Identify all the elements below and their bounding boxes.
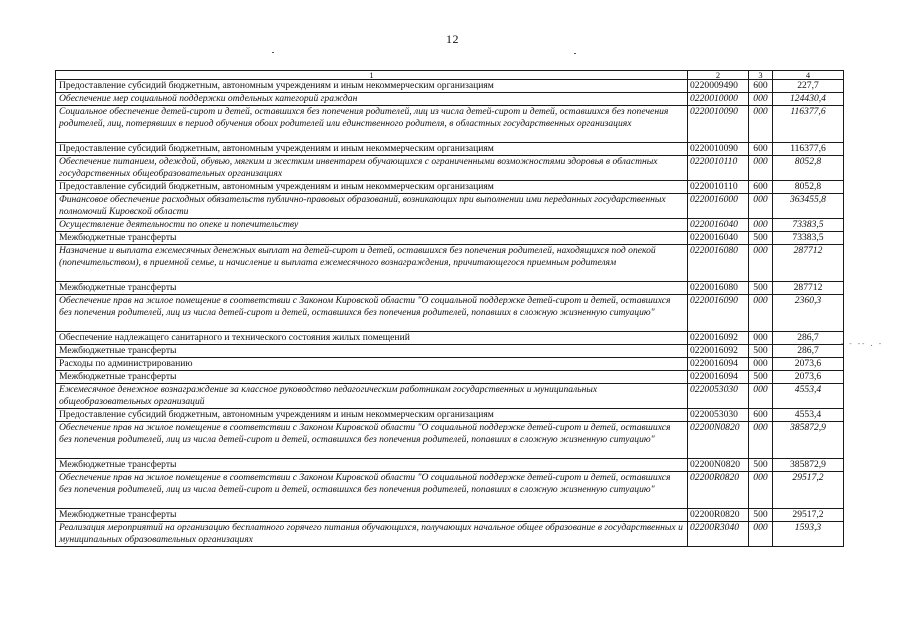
table-row bbox=[56, 232, 844, 245]
table-row bbox=[56, 143, 844, 156]
row-description: Обеспечение прав на жилое помещение в соответствии с Законом Кировской области "О социальной поддержке детей-сирот и детей, оставшихся без попечения родителей, лиц из числа детей-сирот и детей, оставшихся без попечения родителей, попавших в сложную жизненную ситуацию" bbox=[56, 422, 688, 459]
row-description: Предоставление субсидий бюджетным, автономным учреждениям и иным некоммерческим организациям bbox=[56, 409, 688, 422]
row-expense-type: 600 bbox=[749, 181, 773, 194]
row-expense-type: 500 bbox=[749, 459, 773, 472]
table-row bbox=[56, 371, 844, 384]
table-row bbox=[56, 472, 844, 509]
row-amount: 363455,8 bbox=[773, 194, 844, 219]
row-expense-type: 000 bbox=[749, 522, 773, 547]
row-code: 0220053030 bbox=[688, 384, 749, 409]
row-code: 0220010090 bbox=[688, 106, 749, 143]
row-code: 0220010110 bbox=[688, 181, 749, 194]
row-expense-type: 000 bbox=[749, 106, 773, 143]
row-description: Межбюджетные трансферты bbox=[56, 509, 688, 522]
row-code: 0220016040 bbox=[688, 232, 749, 245]
page-number: 12 bbox=[446, 32, 459, 46]
row-amount: 29517,2 bbox=[773, 472, 844, 509]
row-code: 0220016080 bbox=[688, 245, 749, 282]
row-description: Назначение и выплата ежемесячных денежных выплат на детей-сирот и детей, оставшихся без попечения родителей, находящихся под опекой (попечительством), в приемной семье, и начисление и выплата ежемесячного вознаграждения, причитающегося приемным родителям bbox=[56, 245, 688, 282]
row-amount: 4553,4 bbox=[773, 409, 844, 422]
row-expense-type: 600 bbox=[749, 80, 773, 93]
row-description: Межбюджетные трансферты bbox=[56, 232, 688, 245]
table-row bbox=[56, 181, 844, 194]
table-row bbox=[56, 156, 844, 181]
row-code: 0220016040 bbox=[688, 219, 749, 232]
table-row bbox=[56, 219, 844, 232]
row-amount: 2360,3 bbox=[773, 295, 844, 332]
row-expense-type: 000 bbox=[749, 219, 773, 232]
row-description: Ежемесячное денежное вознаграждение за классное руководство педагогическим работникам государственных и муниципальных общеобразовательных организаций bbox=[56, 384, 688, 409]
row-amount: 73383,5 bbox=[773, 232, 844, 245]
budget-table bbox=[55, 70, 844, 547]
row-amount: 287712 bbox=[773, 282, 844, 295]
row-code: 0220053030 bbox=[688, 409, 749, 422]
table-row bbox=[56, 422, 844, 459]
row-code: 0220010090 bbox=[688, 143, 749, 156]
row-code: 0220009490 bbox=[688, 80, 749, 93]
row-code: 02200R3040 bbox=[688, 522, 749, 547]
row-amount: 2073,6 bbox=[773, 371, 844, 384]
row-description: Обеспечение мер социальной поддержки отдельных категорий граждан bbox=[56, 93, 688, 106]
row-expense-type: 000 bbox=[749, 93, 773, 106]
row-amount: 73383,5 bbox=[773, 219, 844, 232]
row-description: Реализация мероприятий на организацию бесплатного горячего питания обучающихся, получающих начальное общее образование в государственных и муниципальных образовательных организациях bbox=[56, 522, 688, 547]
table-row bbox=[56, 282, 844, 295]
row-description: Социальное обеспечение детей-сирот и детей, оставшихся без попечения родителей, лиц из числа детей-сирот и детей, оставшихся без попечения родителей, лиц, потерявших в период обучения обоих родителей или единственного родителя, в областных государственных организациях bbox=[56, 106, 688, 143]
row-expense-type: 500 bbox=[749, 232, 773, 245]
row-description: Межбюджетные трансферты bbox=[56, 282, 688, 295]
row-description: Обеспечение прав на жилое помещение в соответствии с Законом Кировской области "О социальной поддержке детей-сирот и детей, оставшихся без попечения родителей, лиц из числа детей-сирот и детей, оставшихся без попечения родителей, попавших в сложную жизненную ситуацию" bbox=[56, 295, 688, 332]
row-expense-type: 000 bbox=[749, 358, 773, 371]
row-description: Предоставление субсидий бюджетным, автономным учреждениям и иным некоммерческим организациям bbox=[56, 181, 688, 194]
table-row bbox=[56, 332, 844, 345]
row-description: Обеспечение питанием, одеждой, обувью, мягким и жестким инвентарем обучающихся с ограниченными возможностями здоровья в областных государственных общеобразовательных организациях bbox=[56, 156, 688, 181]
row-amount: 286,7 bbox=[773, 332, 844, 345]
table-row bbox=[56, 93, 844, 106]
row-code: 02200R0820 bbox=[688, 472, 749, 509]
row-expense-type: 600 bbox=[749, 409, 773, 422]
row-amount: 227,7 bbox=[773, 80, 844, 93]
row-amount: 1593,3 bbox=[773, 522, 844, 547]
row-amount: 29517,2 bbox=[773, 509, 844, 522]
row-code: 0220016094 bbox=[688, 371, 749, 384]
table-row bbox=[56, 194, 844, 219]
row-description: Межбюджетные трансферты bbox=[56, 371, 688, 384]
table-row bbox=[56, 80, 844, 93]
header-cell-2: 2 bbox=[688, 71, 749, 80]
header-row bbox=[56, 71, 844, 80]
table-row bbox=[56, 384, 844, 409]
row-expense-type: 000 bbox=[749, 156, 773, 181]
row-description: Предоставление субсидий бюджетным, автономным учреждениям и иным некоммерческим организациям bbox=[56, 80, 688, 93]
row-amount: 385872,9 bbox=[773, 459, 844, 472]
row-description: Финансовое обеспечение расходных обязательств публично-правовых образований, возникающих при выполнении ими переданных государственных полномочий Кировской области bbox=[56, 194, 688, 219]
row-code: 02200N0820 bbox=[688, 422, 749, 459]
row-description: Предоставление субсидий бюджетным, автономным учреждениям и иным некоммерческим организациям bbox=[56, 143, 688, 156]
row-amount: 287712 bbox=[773, 245, 844, 282]
row-expense-type: 000 bbox=[749, 245, 773, 282]
row-amount: 116377,6 bbox=[773, 143, 844, 156]
row-expense-type: 600 bbox=[749, 143, 773, 156]
table-row bbox=[56, 459, 844, 472]
scan-speck bbox=[272, 52, 274, 53]
row-amount: 8052,8 bbox=[773, 156, 844, 181]
table-row bbox=[56, 509, 844, 522]
row-code: 0220016092 bbox=[688, 332, 749, 345]
scan-speck bbox=[574, 53, 576, 54]
row-description: Расходы по администрированию bbox=[56, 358, 688, 371]
table-row bbox=[56, 522, 844, 547]
row-expense-type: 000 bbox=[749, 194, 773, 219]
table-row bbox=[56, 345, 844, 358]
row-amount: 385872,9 bbox=[773, 422, 844, 459]
row-description: Обеспечение надлежащего санитарного и технического состояния жилых помещений bbox=[56, 332, 688, 345]
row-expense-type: 000 bbox=[749, 295, 773, 332]
row-expense-type: 000 bbox=[749, 332, 773, 345]
row-code: 02200N0820 bbox=[688, 459, 749, 472]
row-expense-type: 000 bbox=[749, 384, 773, 409]
table-row bbox=[56, 358, 844, 371]
table-row bbox=[56, 245, 844, 282]
row-code: 0220016094 bbox=[688, 358, 749, 371]
row-expense-type: 500 bbox=[749, 509, 773, 522]
row-code: 0220016090 bbox=[688, 295, 749, 332]
row-amount: 124430,4 bbox=[773, 93, 844, 106]
row-amount: 8052,8 bbox=[773, 181, 844, 194]
row-expense-type: 500 bbox=[749, 282, 773, 295]
header-cell-3: 3 bbox=[749, 71, 773, 80]
header-cell-1: 1 bbox=[56, 71, 688, 80]
row-code: 0220010000 bbox=[688, 93, 749, 106]
row-description: Обеспечение прав на жилое помещение в соответствии с Законом Кировской области "О социальной поддержке детей-сирот и детей, оставшихся без попечения родителей, лиц из числа детей-сирот и детей, оставшихся без попечения родителей, попавших в сложную жизненную ситуацию" bbox=[56, 472, 688, 509]
header-cell-4: 4 bbox=[773, 71, 844, 80]
row-expense-type: 000 bbox=[749, 422, 773, 459]
row-expense-type: 000 bbox=[749, 472, 773, 509]
row-expense-type: 500 bbox=[749, 345, 773, 358]
row-description: Осуществление деятельности по опеке и попечительству bbox=[56, 219, 688, 232]
row-description: Межбюджетные трансферты bbox=[56, 345, 688, 358]
row-code: 02200R0820 bbox=[688, 509, 749, 522]
row-description: Межбюджетные трансферты bbox=[56, 459, 688, 472]
row-code: 0220016000 bbox=[688, 194, 749, 219]
table-row bbox=[56, 106, 844, 143]
table-row bbox=[56, 409, 844, 422]
row-code: 0220010110 bbox=[688, 156, 749, 181]
scan-mark: - - -- . - bbox=[840, 340, 883, 348]
row-code: 0220016080 bbox=[688, 282, 749, 295]
table-row bbox=[56, 295, 844, 332]
row-amount: 286,7 bbox=[773, 345, 844, 358]
row-expense-type: 500 bbox=[749, 371, 773, 384]
row-amount: 2073,6 bbox=[773, 358, 844, 371]
row-amount: 4553,4 bbox=[773, 384, 844, 409]
row-code: 0220016092 bbox=[688, 345, 749, 358]
row-amount: 116377,6 bbox=[773, 106, 844, 143]
